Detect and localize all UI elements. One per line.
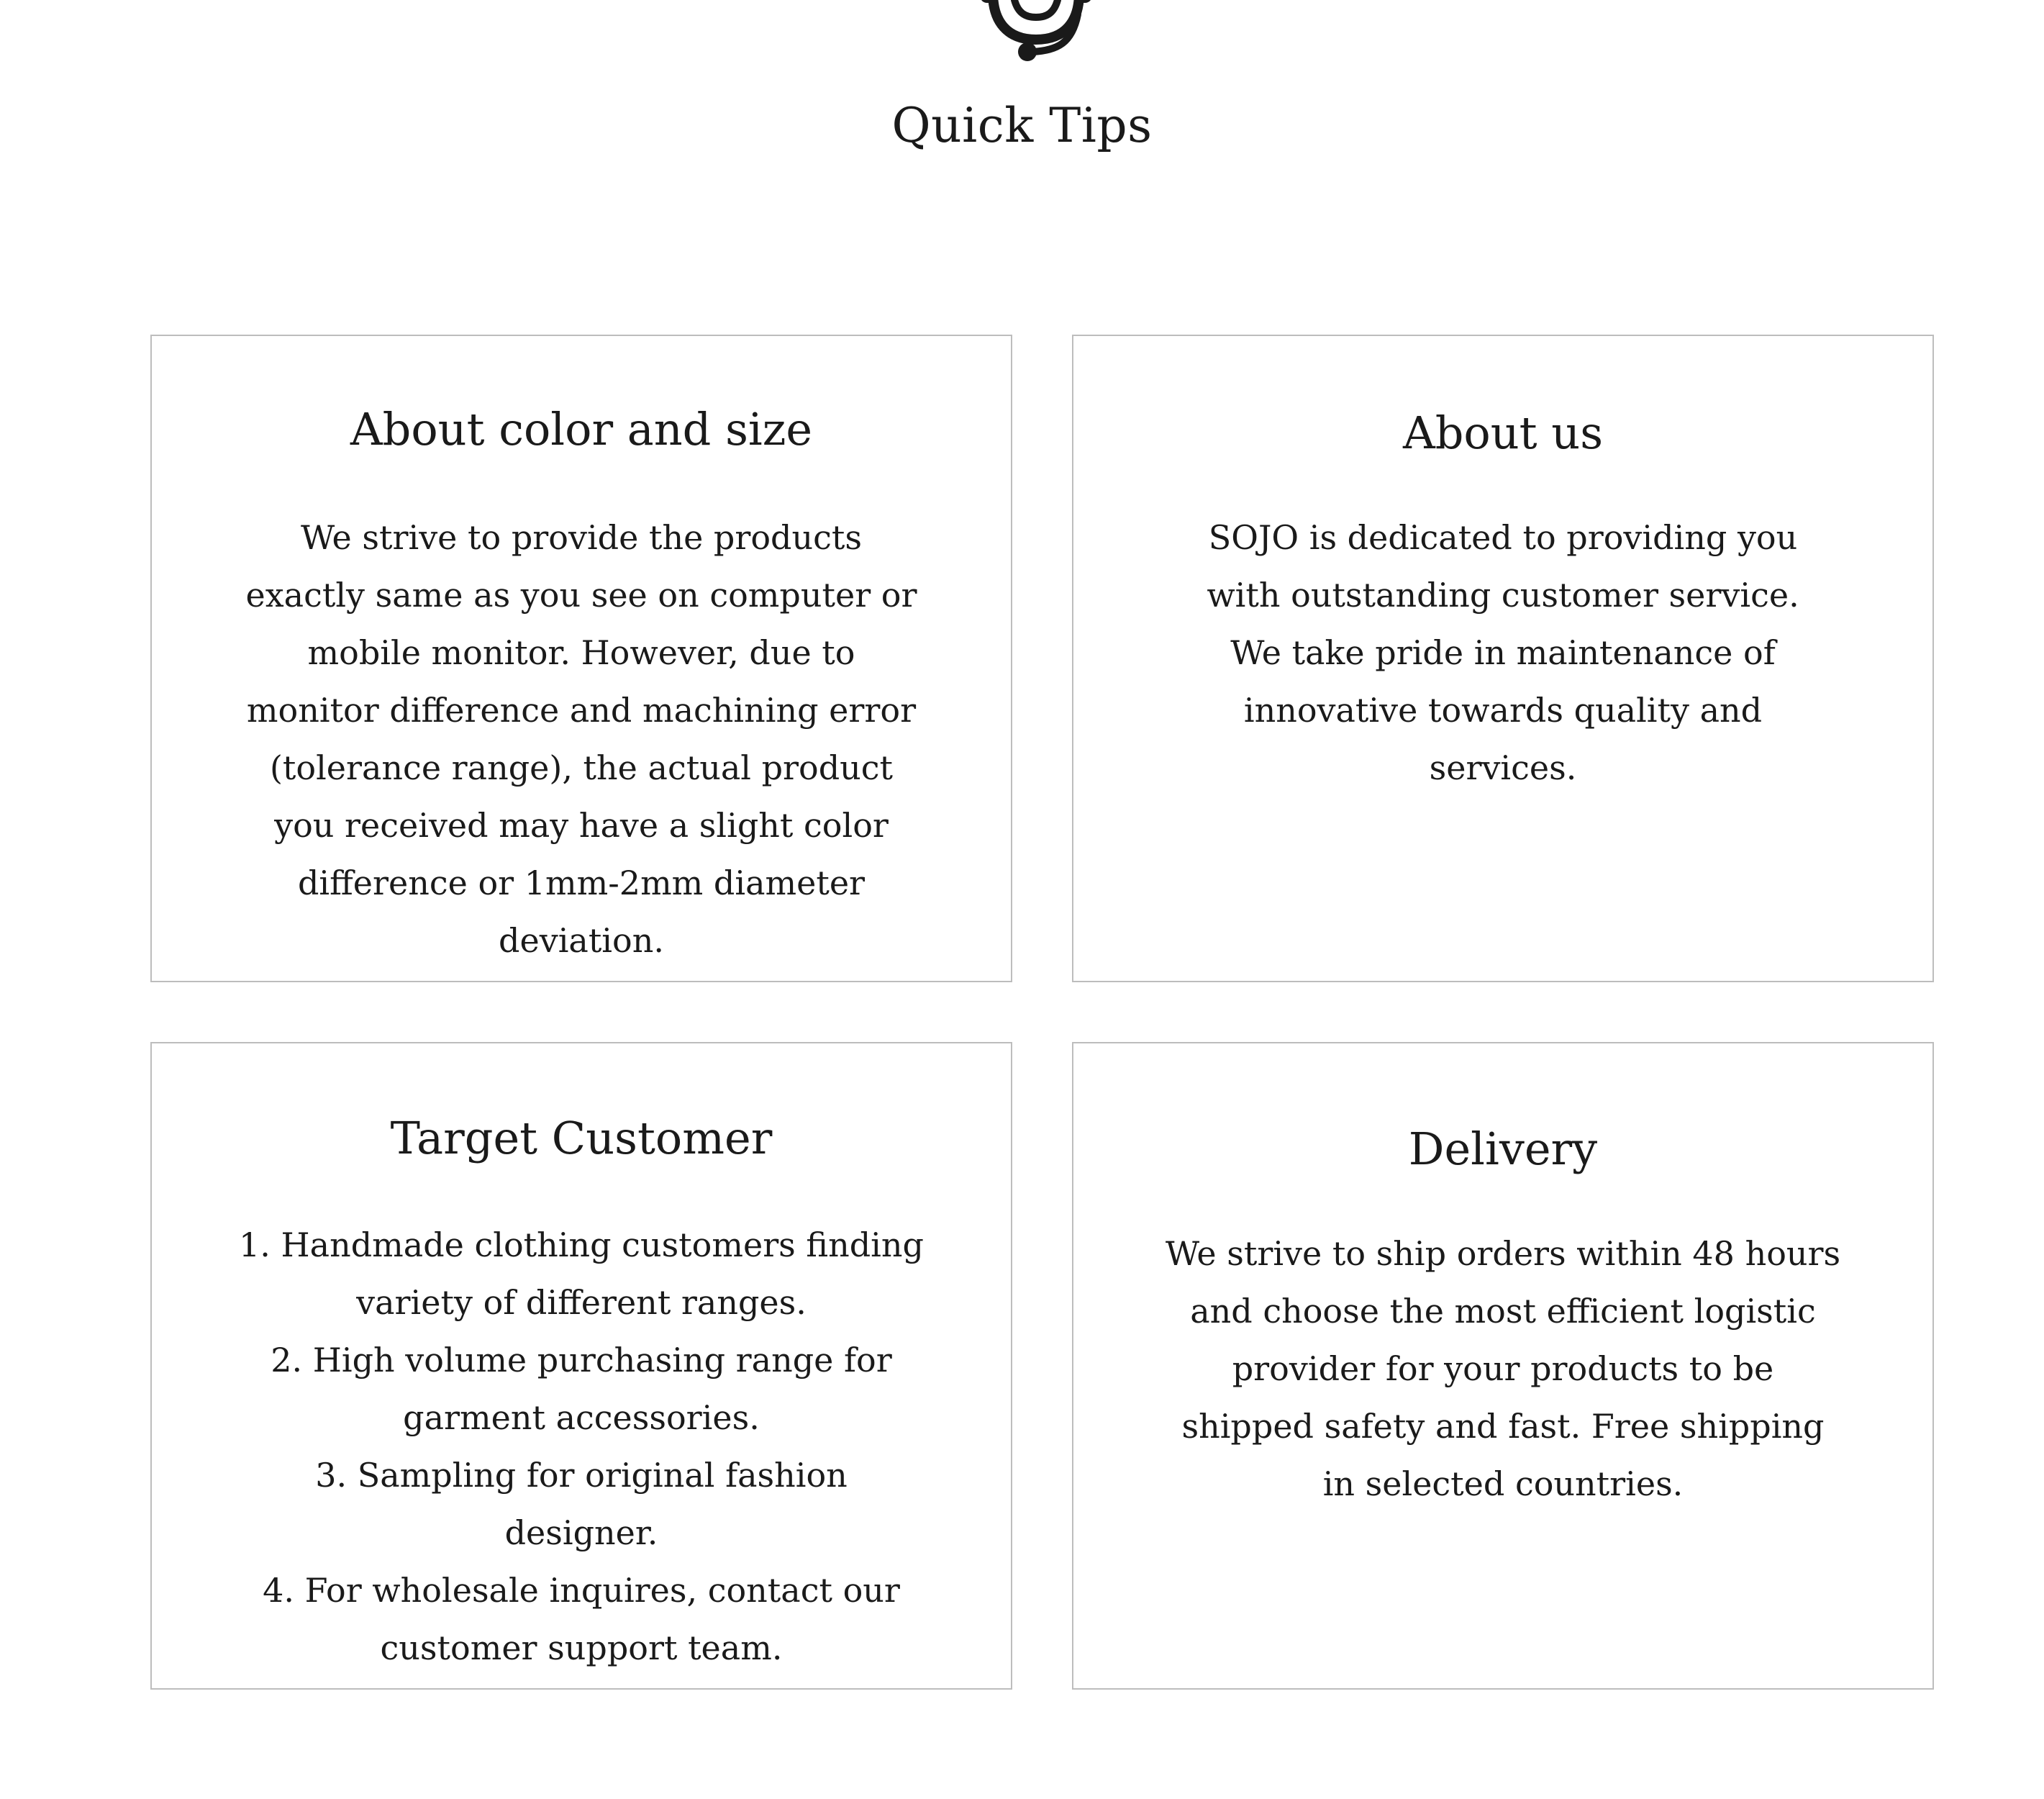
- card-title: About color and size: [350, 403, 813, 456]
- target-customer-item: 2. High volume purchasing range for garment accessories.: [271, 1341, 892, 1437]
- card-title: Target Customer: [390, 1112, 773, 1164]
- target-customer-item: 4. For wholesale inquires, contact our customer support team.: [263, 1571, 900, 1667]
- card-about-color-and-size: [150, 335, 1012, 982]
- card-body: [236, 1216, 927, 1677]
- card-title: About us: [1402, 407, 1604, 459]
- card-target-customer: [150, 1042, 1012, 1690]
- card-delivery: [1072, 1042, 1934, 1690]
- card-about-us: [1072, 335, 1934, 982]
- customer-support-headset-icon: [964, 0, 1108, 65]
- page-title: Quick Tips: [891, 98, 1153, 153]
- target-customer-item: 3. Sampling for original fashion designer.: [315, 1456, 848, 1552]
- card-title: Delivery: [1408, 1123, 1598, 1175]
- card-body: We strive to provide the products exactly same as you see on computer or mobile monitor. However, due to monitor difference and machining error (tolerance range), the actual product you received may have a slight color difference or 1mm-2mm diameter deviation.: [245, 518, 917, 960]
- card-body: We strive to ship orders within 48 hours and choose the most efficient logistic provider for your products to be shipped safety and fast. Free shipping in selected countries.: [1165, 1234, 1841, 1503]
- card-body: SOJO is dedicated to providing you with outstanding customer service. We take pride in maintenance of innovative towards quality and services.: [1207, 518, 1799, 787]
- target-customer-item: 1. Handmade clothing customers finding variety of different ranges.: [239, 1225, 924, 1322]
